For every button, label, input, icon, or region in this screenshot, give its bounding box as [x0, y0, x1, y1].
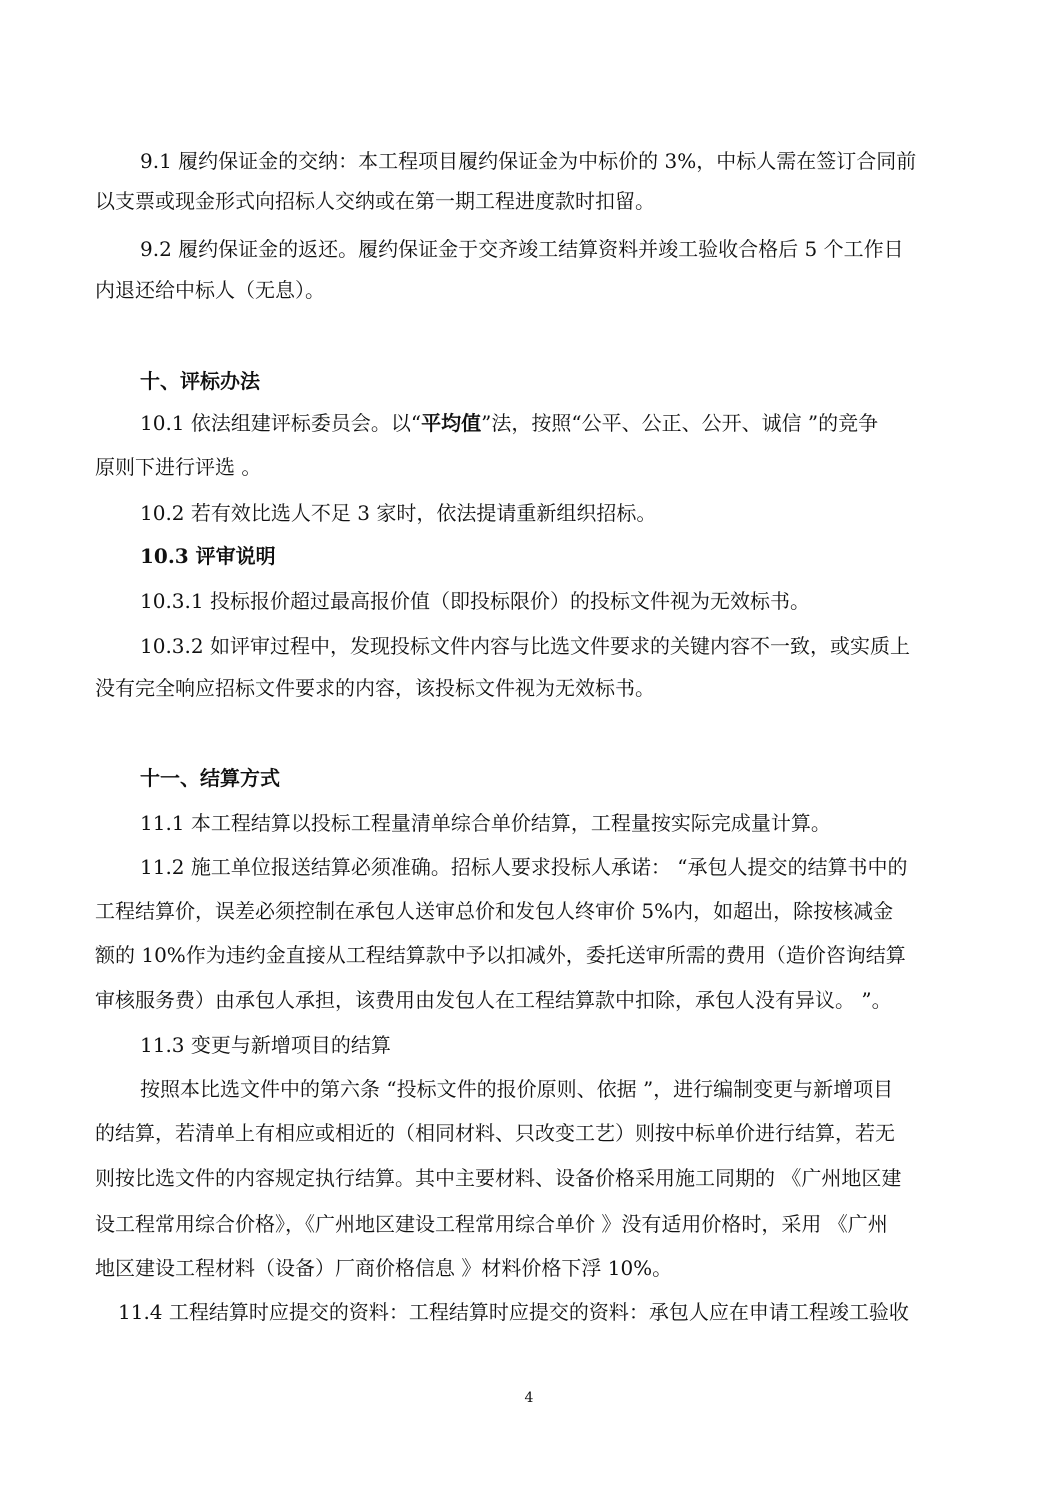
- paragraph-11-2-line-1: 11.2 施工单位报送结算必须准确。招标人要求投标人承诺： “承包人提交的结算书中的: [140, 855, 908, 879]
- paragraph-11-3-line-2: 的结算，若清单上有相应或相近的（相同材料、只改变工艺）则按中标单价进行结算，若无: [95, 1121, 895, 1145]
- paragraph-11-3-line-4: 设工程常用综合价格》，《广州地区建设工程常用综合单价 》没有适用价格时，采用 《广州: [95, 1212, 888, 1236]
- paragraph-10-2: 10.2 若有效比选人不足 3 家时，依法提请重新组织招标。: [140, 501, 657, 525]
- subsection-10-3-heading: 10.3 评审说明: [140, 544, 276, 568]
- paragraph-9-1-line-1: 9.1 履约保证金的交纳：本工程项目履约保证金为中标价的 3%，中标人需在签订合同前: [140, 149, 917, 173]
- paragraph-11-3-line-1: 按照本比选文件中的第六条 “投标文件的报价原则、依据 ”，进行编制变更与新增项目: [140, 1077, 894, 1101]
- paragraph-9-1-line-2: 以支票或现金形式向招标人交纳或在第一期工程进度款时扣留。: [95, 189, 655, 213]
- paragraph-10-1-line-1: [140, 408, 955, 438]
- paragraph-9-2-line-2: 内退还给中标人（无息）。: [95, 278, 325, 302]
- section-11-heading: 十一、结算方式: [140, 766, 280, 790]
- paragraph-10-3-2-line-2: 没有完全响应招标文件要求的内容，该投标文件视为无效标书。: [95, 676, 655, 700]
- section-10-heading: 十、评标办法: [140, 369, 260, 393]
- paragraph-11-4-line-1: 11.4 工程结算时应提交的资料：工程结算时应提交的资料：承包人应在申请工程竣工验收: [118, 1300, 909, 1324]
- paragraph-10-1-bold-term: 平均值: [421, 411, 482, 435]
- paragraph-11-2-line-4: 审核服务费）由承包人承担，该费用由发包人在工程结算款中扣除，承包人没有异议。 ”。: [95, 988, 892, 1012]
- paragraph-10-1-prefix: 10.1 依法组建评标委员会。以“: [140, 411, 422, 435]
- paragraph-10-1-suffix: ”法，按照“公平、公正、公开、诚信 ”的竞争: [481, 411, 879, 435]
- paragraph-10-3-1: 10.3.1 投标报价超过最高报价值（即投标限价）的投标文件视为无效标书。: [140, 589, 810, 613]
- paragraph-11-2-line-2: 工程结算价，误差必须控制在承包人送审总价和发包人终审价 5%内，如超出，除按核减金: [95, 899, 894, 923]
- paragraph-11-3-line-5: 地区建设工程材料（设备）厂商价格信息 》材料价格下浮 10%。: [95, 1256, 673, 1280]
- paragraph-10-3-2-line-1: 10.3.2 如评审过程中，发现投标文件内容与比选文件要求的关键内容不一致，或实质上: [140, 634, 910, 658]
- paragraph-11-3-line-3: 则按比选文件的内容规定执行结算。其中主要材料、设备价格采用施工同期的 《广州地区建: [95, 1166, 902, 1190]
- paragraph-10-1-line-2: 原则下进行评选 。: [95, 455, 262, 479]
- paragraph-9-2-line-1: 9.2 履约保证金的返还。履约保证金于交齐竣工结算资料并竣工验收合格后 5 个工作日: [140, 237, 904, 261]
- paragraph-11-1: 11.1 本工程结算以投标工程量清单综合单价结算，工程量按实际完成量计算。: [140, 811, 831, 835]
- page-number: 4: [524, 1390, 534, 1406]
- paragraph-11-2-line-3: 额的 10%作为违约金直接从工程结算款中予以扣减外，委托送审所需的费用（造价咨询结算: [95, 943, 906, 967]
- subsection-11-3-heading: 11.3 变更与新增项目的结算: [140, 1033, 391, 1057]
